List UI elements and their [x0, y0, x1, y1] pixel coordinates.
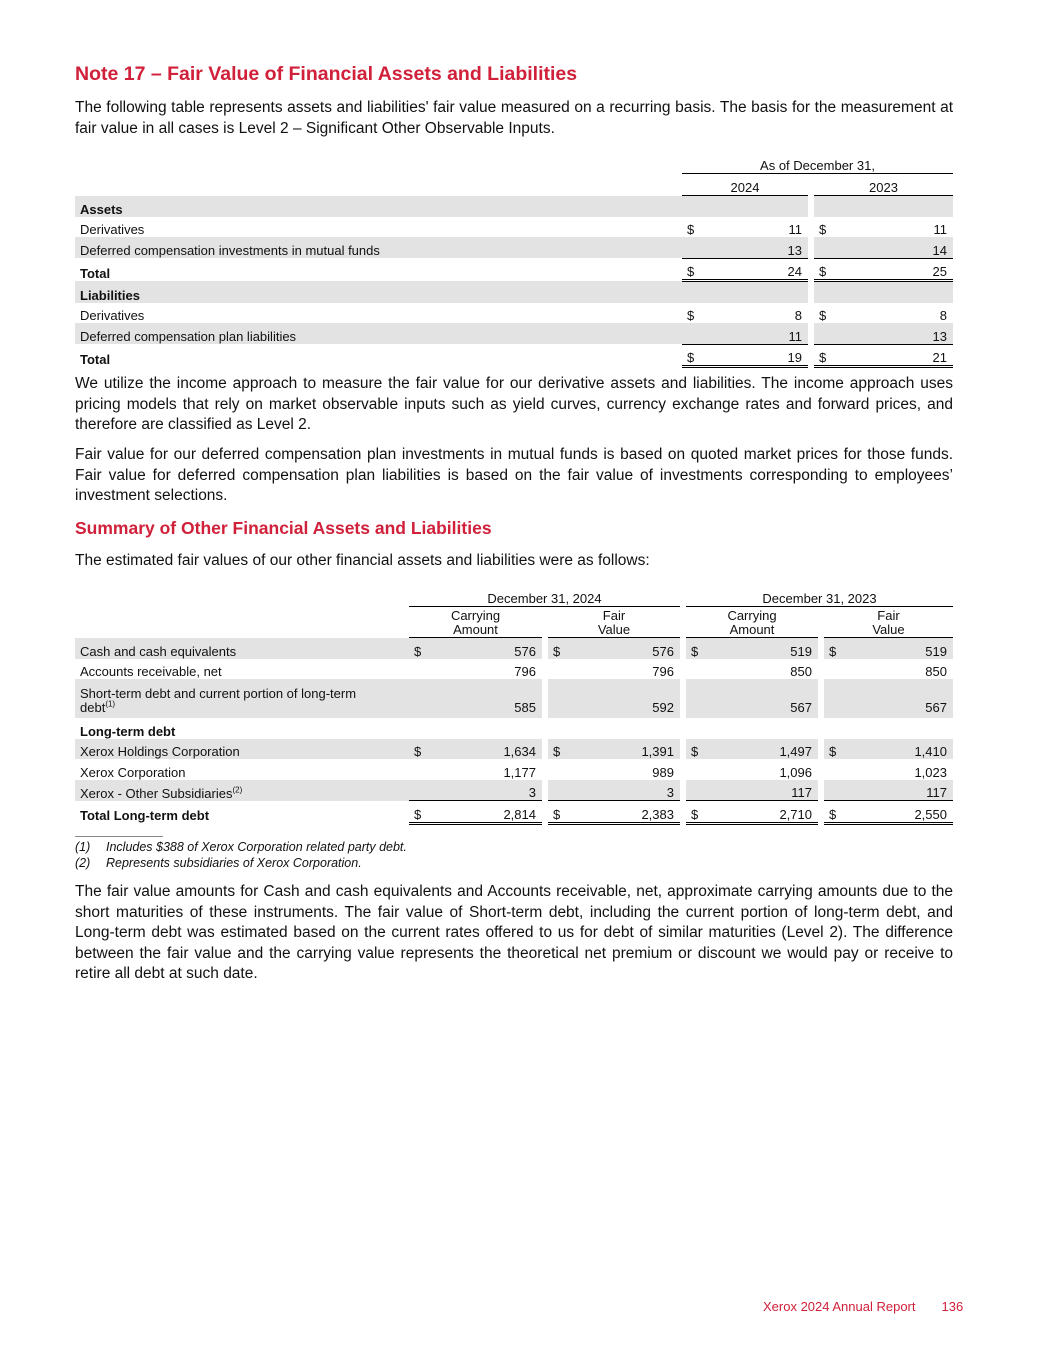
- currency-symbol: $: [548, 801, 568, 824]
- value-cell: 1,177: [503, 764, 536, 780]
- table-row: [75, 237, 953, 258]
- col-header-carrying-2023: Carrying Amount: [686, 607, 818, 638]
- table-row: [75, 638, 953, 659]
- other-financial-assets-table: [75, 586, 953, 825]
- page-footer: [763, 1299, 963, 1314]
- deferred-comp-paragraph: Fair value for our deferred compensation plan investments in mutual funds is based on quoted market prices for those funds. Fair value for deferred compensation plan liabilities is based on the fair value of investments corresponding to employees’ investment selections.: [75, 446, 953, 504]
- table-row: [75, 196, 953, 217]
- table-row: [75, 344, 953, 367]
- table-row: [75, 679, 953, 718]
- value-2024: 13: [702, 237, 808, 258]
- note-intro-paragraph: The following table represents assets and liabilities' fair value measured on a recurring basis. The basis for the measurement at fair value in all cases is Level 2 – Significant Other Observable Inputs.: [75, 99, 953, 137]
- currency-symbol: $: [409, 638, 429, 659]
- row-label: Cash and cash equivalents: [75, 638, 409, 659]
- report-name: Xerox 2024 Annual Report: [763, 1299, 916, 1314]
- value-cell: 2,814: [429, 801, 542, 824]
- value-2024: 24: [702, 258, 808, 281]
- col-header-carrying-2024: Carrying Amount: [409, 607, 542, 638]
- income-approach-paragraph: We utilize the income approach to measure the fair value for our derivative assets and liabilities. The income approach uses pricing models that rely on market observable inputs such as yield curves, currency exchange rates and forward prices, and therefore are classified as Level 2.: [75, 375, 953, 433]
- value-cell: 2,550: [844, 801, 953, 824]
- table-row: [75, 759, 953, 780]
- row-label: Total: [80, 265, 111, 281]
- value-cell: 576: [429, 638, 542, 659]
- currency-symbol: $: [686, 739, 706, 760]
- value-cell: 519: [844, 638, 953, 659]
- value-2023: 13: [834, 323, 953, 344]
- currency-symbol: $: [814, 258, 834, 281]
- row-label: Total: [80, 351, 111, 367]
- currency-symbol: [682, 237, 702, 258]
- table2-group-header-2023: December 31, 2023: [686, 586, 953, 607]
- value-cell: 1,391: [568, 739, 680, 760]
- value-2024: 11: [788, 222, 802, 237]
- value-cell: 3: [429, 780, 542, 801]
- table-row: [75, 323, 953, 344]
- currency-symbol: $: [682, 344, 702, 367]
- footnote-2: (2) Represents subsidiaries of Xerox Corporation.: [75, 856, 362, 870]
- value-cell: 2,383: [568, 801, 680, 824]
- value-cell: 989: [652, 764, 674, 780]
- row-label: Deferred compensation investments in mutual funds: [75, 237, 682, 258]
- currency-symbol: $: [819, 308, 827, 323]
- currency-symbol: [814, 237, 834, 258]
- table-row: [75, 217, 953, 238]
- value-cell: 576: [568, 638, 680, 659]
- col-header-fair-2023: Fair Value: [824, 607, 953, 638]
- value-cell: 1,634: [429, 739, 542, 760]
- currency-symbol: $: [686, 638, 706, 659]
- summary-title: Summary of Other Financial Assets and Liabilities: [75, 518, 492, 538]
- value-cell: 850: [925, 664, 947, 679]
- value-cell: 1,410: [844, 739, 953, 760]
- currency-symbol: $: [409, 801, 429, 824]
- row-label: Long-term debt: [80, 723, 176, 739]
- table-row: [75, 303, 953, 324]
- value-cell: 519: [706, 638, 818, 659]
- row-label: Accounts receivable, net: [80, 664, 222, 679]
- table1-col-2023: 2023: [814, 174, 953, 196]
- currency-symbol: $: [687, 308, 695, 323]
- table2-group-header-2024: December 31, 2024: [409, 586, 680, 607]
- summary-intro-paragraph: The estimated fair values of our other financial assets and liabilities were as follows:: [75, 552, 650, 569]
- value-cell: 850: [790, 664, 812, 679]
- table-row: [75, 258, 953, 281]
- currency-symbol: $: [548, 638, 568, 659]
- row-label: Xerox Corporation: [80, 764, 186, 780]
- row-label: Derivatives: [80, 222, 145, 237]
- value-2023: 14: [834, 237, 953, 258]
- value-2024: 8: [794, 308, 802, 323]
- table-row: [75, 718, 953, 739]
- value-cell: 1,096: [779, 764, 812, 780]
- currency-symbol: $: [824, 739, 844, 760]
- row-label: Xerox - Other Subsidiaries$^{(2)}$: [75, 780, 409, 801]
- currency-symbol: $: [687, 222, 695, 237]
- note-title: Note 17 – Fair Value of Financial Assets and Liabilities: [75, 63, 578, 85]
- currency-symbol: $: [814, 344, 834, 367]
- value-cell: 567: [844, 679, 953, 718]
- currency-symbol: $: [548, 739, 568, 760]
- table-row: [75, 659, 953, 680]
- table1-group-header: As of December 31,: [682, 153, 953, 174]
- fair-value-explanation-paragraph: The fair value amounts for Cash and cash equivalents and Accounts receivable, net, approximate carrying amounts due to the short maturities of these instruments. The fair value of Short-term debt, including the current portion of long-term debt, and Long-term debt was estimated based on the current rates offered to us for debt of similar maturities (Level 2). The difference between the fair value and the carrying value represents the theoretical net premium or discount we would pay or receive to retire all debt at such date.: [75, 883, 953, 982]
- value-2024: 11: [702, 323, 808, 344]
- value-cell: 3: [568, 780, 680, 801]
- currency-symbol: $: [686, 801, 706, 824]
- fair-value-recurring-table: [75, 153, 953, 368]
- row-label: Xerox Holdings Corporation: [75, 739, 409, 760]
- currency-symbol: $: [824, 801, 844, 824]
- currency-symbol: $: [682, 258, 702, 281]
- value-cell: 1,497: [706, 739, 818, 760]
- footnote-divider: [75, 836, 163, 837]
- value-cell: 1,023: [914, 764, 947, 780]
- value-cell: 796: [514, 664, 536, 679]
- row-label: Derivatives: [80, 308, 145, 323]
- currency-symbol: [682, 323, 702, 344]
- value-2023: 8: [939, 308, 947, 323]
- value-2023: 25: [834, 258, 953, 281]
- table-row: [75, 739, 953, 760]
- table-row: [75, 801, 953, 824]
- row-label: Short-term debt and current portion of long-term debt$^{(1)}$: [75, 679, 409, 718]
- table1-col-2024: 2024: [682, 174, 808, 196]
- page-number: 136: [941, 1299, 964, 1314]
- footnote-1: (1) Includes $388 of Xerox Corporation related party debt.: [75, 840, 407, 854]
- table-row: [75, 281, 953, 303]
- row-label: Assets: [75, 196, 682, 217]
- row-label: Deferred compensation plan liabilities: [75, 323, 682, 344]
- value-cell: 2,710: [706, 801, 818, 824]
- row-label: Total Long-term debt: [80, 808, 210, 823]
- value-cell: 117: [844, 780, 953, 801]
- value-cell: 592: [568, 679, 680, 718]
- currency-symbol: $: [409, 739, 429, 760]
- currency-symbol: $: [824, 638, 844, 659]
- row-label: Liabilities: [75, 281, 682, 303]
- value-2023: 11: [933, 222, 947, 237]
- value-cell: 567: [706, 679, 818, 718]
- col-header-fair-2024: Fair Value: [548, 607, 680, 638]
- value-cell: 585: [429, 679, 542, 718]
- value-2024: 19: [702, 344, 808, 367]
- value-2023: 21: [834, 344, 953, 367]
- currency-symbol: $: [819, 222, 827, 237]
- value-cell: 117: [706, 780, 818, 801]
- table-row: [75, 780, 953, 801]
- currency-symbol: [814, 323, 834, 344]
- value-cell: 796: [652, 664, 674, 679]
